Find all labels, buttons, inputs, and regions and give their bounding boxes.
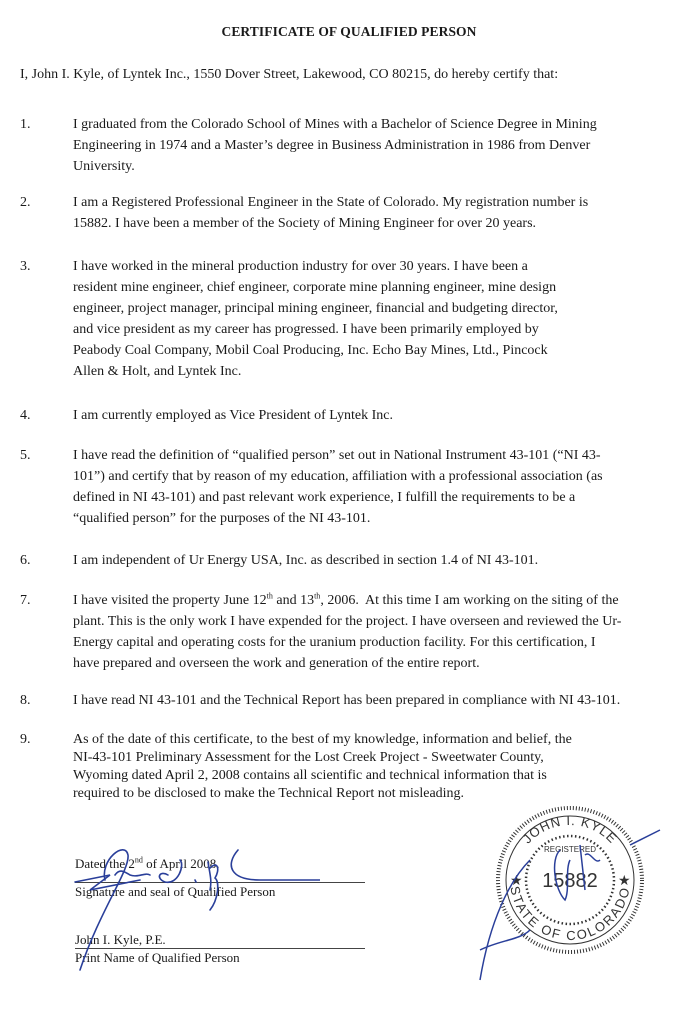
- item-number: 8.: [20, 693, 31, 708]
- item-line: Engineering in 1974 and a Master’s degree in Business Administration in 1986 from Denver: [73, 138, 591, 153]
- svg-text:REGISTERED: REGISTERED: [543, 845, 597, 854]
- svg-text:★: ★: [618, 874, 631, 889]
- item-line: Energy capital and operating costs for the uranium production facility. For this certification, I: [73, 635, 596, 650]
- page-title: CERTIFICATE OF QUALIFIED PERSON: [221, 24, 477, 39]
- item-line: plant. This is the only work I have expended for the project. I have overseen and reviewed the Ur-: [73, 614, 622, 629]
- name-label: Print Name of Qualified Person: [75, 950, 240, 965]
- item-line: engineer, project manager, principal mining engineer, financial and budgeting director,: [73, 301, 558, 316]
- svg-text:15882: 15882: [542, 870, 598, 892]
- item-line: Peabody Coal Company, Mobil Coal Producing, Inc. Echo Bay Mines, Ltd., Pincock: [73, 343, 548, 358]
- item-line: I have worked in the mineral production industry for over 30 years. I have been a: [73, 259, 528, 274]
- svg-text:★: ★: [510, 874, 523, 889]
- item-line: University.: [73, 159, 135, 174]
- item-line: I have read NI 43-101 and the Technical Report has been prepared in compliance with NI 43-101.: [73, 693, 621, 708]
- item-line: have prepared and overseen the work and generation of the entire report.: [73, 656, 480, 671]
- item-line: I am a Registered Professional Engineer in the State of Colorado. My registration number is: [73, 195, 589, 210]
- item-number: 4.: [20, 408, 31, 423]
- professional-engineer-seal-icon: [470, 790, 690, 990]
- item-line: 101”) and certify that by reason of my education, affiliation with a professional association (as: [73, 469, 603, 484]
- handwritten-signature-icon: [60, 820, 320, 980]
- item-line: required to be disclosed to make the Technical Report not misleading.: [73, 786, 465, 801]
- item-line: defined in NI 43-101) and past relevant work experience, I fulfill the requirements to be a: [73, 490, 576, 505]
- item-line: resident mine engineer, chief engineer, corporate mine planning engineer, mine design: [73, 280, 557, 295]
- item-line: I have visited the property June 12th and 13th, 2006. At this time I am working on the siting of the: [73, 591, 619, 608]
- item-line: I have read the definition of “qualified person” set out in National Instrument 43-101 (“NI 43-: [73, 448, 601, 463]
- item-line: and vice president as my career has progressed. I have been primarily employed by: [73, 322, 539, 337]
- item-line: Wyoming dated April 2, 2008 contains all scientific and technical information that is: [73, 768, 547, 783]
- item-line: “qualified person” for the purposes of the NI 43-101.: [73, 511, 371, 526]
- item-number: 3.: [20, 259, 31, 274]
- svg-text:JOHN I. KYLE: JOHN I. KYLE: [519, 812, 621, 847]
- item-number: 2.: [20, 195, 31, 210]
- item-number: 6.: [20, 553, 31, 568]
- item-line: I am independent of Ur Energy USA, Inc. as described in section 1.4 of NI 43-101.: [73, 553, 539, 568]
- printed-name: John I. Kyle, P.E.: [75, 932, 166, 947]
- signature-label: Signature and seal of Qualified Person: [75, 884, 276, 899]
- item-line: I am currently employed as Vice President of Lyntek Inc.: [73, 408, 394, 423]
- item-number: 5.: [20, 448, 31, 463]
- item-line: NI-43-101 Preliminary Assessment for the Lost Creek Project - Sweetwater County,: [73, 750, 544, 765]
- item-number: 9.: [20, 732, 31, 747]
- item-line: As of the date of this certificate, to the best of my knowledge, information and belief, the: [73, 732, 572, 747]
- item-line: I graduated from the Colorado School of Mines with a Bachelor of Science Degree in Mining: [73, 117, 597, 132]
- item-number: 7.: [20, 593, 31, 608]
- item-line: 15882. I have been a member of the Society of Mining Engineer for over 20 years.: [73, 216, 537, 231]
- item-line: Allen & Holt, and Lyntek Inc.: [73, 364, 242, 379]
- item-number: 1.: [20, 117, 31, 132]
- svg-text:STATE OF COLORADO: STATE OF COLORADO: [507, 884, 633, 944]
- intro-paragraph: I, John I. Kyle, of Lyntek Inc., 1550 Dover Street, Lakewood, CO 80215, do hereby certify that:: [20, 67, 559, 82]
- dated-line: Dated the 2nd of April 2008.: [75, 855, 220, 871]
